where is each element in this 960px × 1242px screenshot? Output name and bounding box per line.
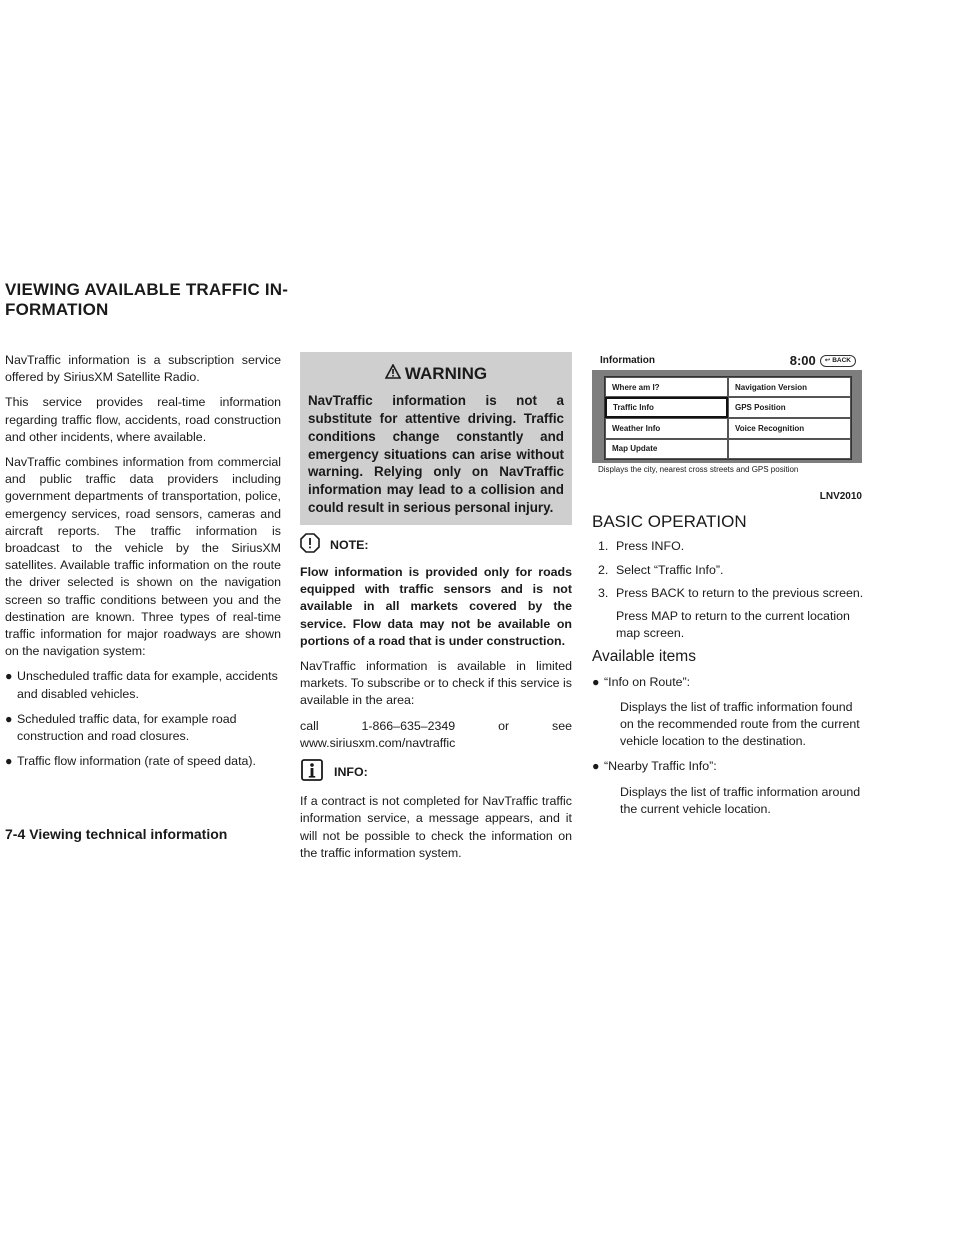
bullet-icon: ● xyxy=(5,669,13,684)
call-line: call 1-866–635–2349 or see xyxy=(300,718,572,735)
basic-operation-heading: BASIC OPERATION xyxy=(592,512,747,532)
available-items-heading: Available items xyxy=(592,648,696,666)
column-1 xyxy=(5,352,281,778)
available-item-description: Displays the list of traffic information found on the recommended route from the current vehicle location to the destination. xyxy=(620,699,860,749)
screen-menu-item: Map Update xyxy=(605,439,728,459)
column-3 xyxy=(592,352,866,826)
screen-title: Information xyxy=(600,355,655,367)
bullet-item: ● Traffic flow information (rate of speed data). xyxy=(5,753,281,770)
note-exclamation-icon xyxy=(300,533,320,558)
paragraph-combines: NavTraffic combines information from commercial and public traffic data providers including government departments of transportation, police, emergency services, road sensors, cameras and aircraft reports. The traffic information is broadcast to the vehicle by the SiriusXM satellites. Available traffic information on the route the driver selected is shown on the navigation screen so traffic conditions between you and the destination are known. Three types of real-time traffic information for major roadways are shown on the navigation system: xyxy=(5,455,281,659)
bullet-icon: ● xyxy=(5,711,13,726)
warning-title: WARNING xyxy=(404,363,488,383)
info-header xyxy=(300,758,572,787)
paragraph-intro: NavTraffic information is a subscription service offered by SiriusXM Satellite Radio. xyxy=(5,353,281,385)
service-url: www.siriusxm.com/navtraffic xyxy=(300,735,456,750)
warning-box xyxy=(300,352,572,525)
phone-number: 1-866–635–2349 xyxy=(361,718,456,733)
bullet-item: ● Scheduled traffic data, for example road construction and road closures. xyxy=(5,711,281,745)
step-item: 1. Press INFO. xyxy=(598,539,685,554)
warning-text: NavTraffic information is not a substitute for attentive driving. Traffic conditions change constantly and emergency situations can arise without warning. Relying only on NavTraffic information may lead to a collision and could result in serious personal injury. xyxy=(308,393,564,515)
chapter-title: Viewing technical information xyxy=(29,826,228,842)
step-item: 3. Press BACK to return to the previous screen. xyxy=(598,585,864,600)
paragraph-service: This service provides real-time information regarding traffic flow, accidents, road construction and other incidents, where available. xyxy=(5,395,281,444)
back-arrow-icon: ↩ xyxy=(824,356,831,364)
page-footer xyxy=(5,826,227,842)
warning-triangle-icon xyxy=(385,364,401,382)
screen-header xyxy=(592,352,862,370)
note-title: NOTE: xyxy=(330,537,369,552)
screen-clock: 8:00 xyxy=(789,353,816,369)
screen-status-bar: Displays the city, nearest cross streets and GPS position xyxy=(592,463,862,476)
available-item: ● “Nearby Traffic Info”: xyxy=(592,758,866,775)
info-icon xyxy=(300,758,324,787)
section-title: VIEWING AVAILABLE TRAFFIC IN- FORMATION xyxy=(5,280,289,319)
screen-menu-item: Voice Recognition xyxy=(728,418,851,438)
page-number: 7-4 xyxy=(5,826,26,842)
screen-menu-item: GPS Position xyxy=(728,397,851,418)
info-title: INFO: xyxy=(334,765,368,780)
bullet-icon: ● xyxy=(592,674,600,689)
bullet-icon: ● xyxy=(592,759,600,774)
warning-header xyxy=(308,356,564,392)
screen-menu-item-selected: Traffic Info xyxy=(605,397,728,418)
step-item: 2. Select “Traffic Info”. xyxy=(598,562,724,577)
step-note: Press MAP to return to the current location map screen. xyxy=(616,609,850,641)
bullet-icon: ● xyxy=(5,754,13,769)
available-item-description: Displays the list of traffic information around the current vehicle location. xyxy=(620,784,861,816)
note-text: Flow information is provided only for roads equipped with traffic sensors and is not available in all markets covered by the service. Flow data may not be available on portions of a road that is under construction. xyxy=(300,564,572,648)
screen-menu-item-empty xyxy=(728,439,851,459)
note-header xyxy=(300,533,572,558)
column-2 xyxy=(300,352,572,870)
paragraph-availability: NavTraffic information is available in limited markets. To subscribe or to check if this service is available in the area: xyxy=(300,659,572,708)
screen-menu-item: Navigation Version xyxy=(728,377,851,397)
screen-back-button: ↩ BACK xyxy=(820,355,856,367)
figure-caption: LNV2010 xyxy=(819,491,862,502)
bullet-item: ● Unscheduled traffic data for example, accidents and disabled vehicles. xyxy=(5,668,281,702)
screen-menu-grid xyxy=(604,376,852,460)
navigation-screen-illustration xyxy=(592,352,862,476)
screen-menu-item: Where am I? xyxy=(605,377,728,397)
available-item: ● “Info on Route”: xyxy=(592,674,866,691)
info-text: If a contract is not completed for NavTraffic traffic information service, a message appears, and it will not be possible to check the information on the traffic information system. xyxy=(300,794,572,860)
screen-menu-item: Weather Info xyxy=(605,418,728,438)
